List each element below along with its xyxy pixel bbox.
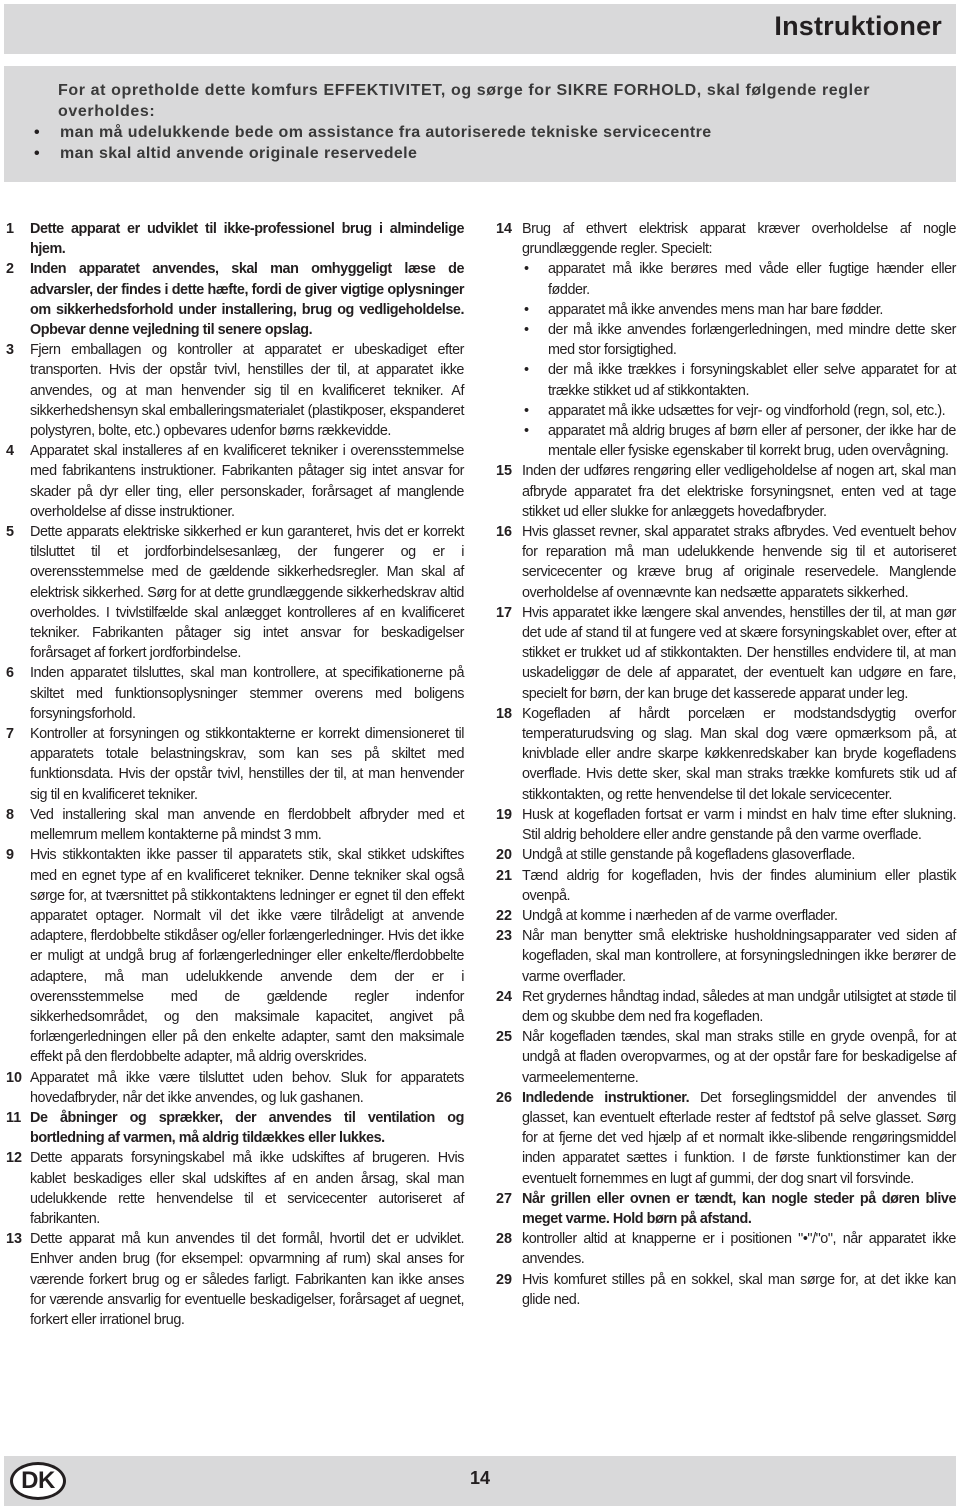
intro-text: For at opretholde dette komfurs EFFEKTIVITET, og sørge for SIKRE FORHOLD, skal følgende regler overholdes: xyxy=(58,82,871,120)
instruction-item-4 xyxy=(6,441,464,522)
item-text: Fjern emballagen og kontroller at apparatet er ubeskadiget efter transporten. Hvis der opstår tvivl, henstilles der til, at apparatet ikke anvendes, og at man henvender sig til en kvalificeret tekniker. Af sikkerhedshensyn skal emballeringsmaterialet (plastikposer, ekspanderet polystyren, bolte, etc.) opbevares udenfor børns rækkevidde. xyxy=(30,342,464,440)
instruction-item-18 xyxy=(496,704,956,805)
item-text: Ret grydernes håndtag indad, således at man undgår utilsigtet at støde til dem og skubbe dem ned fra kogefladen. xyxy=(522,988,956,1025)
item-text: Hvis glasset revner, skal apparatet straks afbrydes. Ved eventuelt behov for reparation må man udelukkende henvende sig til et autoriseret servicecenter og kræve brug af originale reservedele. Manglende overholdelse af ovennævnte kan nedsætte apparatets sikkerhed. xyxy=(522,524,956,601)
bullet-icon: • xyxy=(524,423,529,440)
item-number: 16 xyxy=(496,524,513,541)
page-number: 14 xyxy=(469,1468,491,1488)
item-text: Inden apparatet tilsluttes, skal man kontrollere, at specifikationerne på skiltet med funktionsoplysninger stemmer overens med boligens forsyningsforhold. xyxy=(30,665,464,722)
item-number: 20 xyxy=(496,847,513,864)
instruction-item-21 xyxy=(496,866,956,906)
instruction-item-12 xyxy=(6,1148,464,1229)
instruction-item-17 xyxy=(496,603,956,704)
instruction-item-27 xyxy=(496,1189,956,1229)
item-14-bullet: • der må ikke trækkes i forsyningskablet eller selve apparatet for at trække stikket ud af stikkontakten. xyxy=(524,362,956,399)
item-number: 14 xyxy=(496,221,513,237)
intro-bullet: • man skal altid anvende originale reservedele xyxy=(34,145,418,162)
item-bold-text: Når grillen eller ovnen er tændt, kan nogle steder på døren blive meget varme. Hold børn på afstand. xyxy=(522,1190,956,1227)
item-number: 12 xyxy=(6,1150,23,1167)
instruction-item-15 xyxy=(496,461,956,522)
item-number: 24 xyxy=(496,988,513,1005)
item-number: 17 xyxy=(496,604,513,621)
item-number: 22 xyxy=(496,907,513,924)
item-text: Hvis stikkontakten ikke passer til apparatets stik, skal stikket udskiftes med en egnet type af en kvalificeret tekniker. Denne tekniker skal også sørge for, at tværsnittet på stikkontaktens ledninger er egnet til den effekt apparatet optager. Normalt vil det ikke være tilrådeligt at anvende adaptere, flerdobbelte stikdåser og/eller forlængerledninger. Hvis det ikke er muligt at undgå brug af forlængerledninger eller enkelte/flerdobbelte adaptere, må man udelukkende anvende dem der er i overensstemmelse med de gældende regler indenfor sikkerhedsområdet, og den maksimale kapacitet, angivet på forlængerledningen eller på den enkelte adapter, samt den maksimale effekt på den flerdobbelte adapter, må aldrig overskrides. xyxy=(30,847,464,1066)
bullet-icon: • xyxy=(524,301,529,318)
instruction-item-8 xyxy=(6,805,464,845)
bullet-icon: • xyxy=(524,402,529,419)
item-number: 29 xyxy=(496,1271,513,1288)
item-text: Det forseglingsmiddel der anvendes til glasset, kan eventuelt efterlade rester af fedtstof på selve glasset. Sørg for at fjerne det ved hjælp af et normalt ikke-slibende rengøringsmiddel inden apparatet sættes i funktion. I de første funktionstimer kan der eventuelt fornemmes en lugt af gummi, der dog snart vil forsvinde. xyxy=(522,1089,956,1187)
item-number: 19 xyxy=(496,806,513,823)
item-text: Når man benytter små elektriske husholdningsapparater ved siden af kogefladen, skal man kontrollere, at forsyningsledningen ikke berører de varme overflader. xyxy=(522,928,956,985)
item-text: Ved installering skal man anvende en flerdobbelt afbryder med et mellemrum mellem kontakterne på mindst 3 mm. xyxy=(30,806,464,844)
item-number: 6 xyxy=(6,665,15,682)
item-text: Dette apparats elektriske sikkerhed er kun garanteret, hvis det er korrekt tilsluttet til et jordforbindelsesanlæg, der fungerer og er i overensstemmelse med de gældende sikkerhedsregler. Man skal af elektrisk sikkerhed. Sørg for at dette grundlæggende sikkerhedskrav altid overholdes. I tvivlstilfælde skal anlægget kontrolleres af en kvalificeret tekniker. Fabrikanten påtager sig intet ansvar for beskadigelser forårsaget af forkert jordforbindelse. xyxy=(30,524,464,662)
intro-bullet: • man må udelukkende bede om assistance fra autoriserede tekniske servicecentre xyxy=(34,124,712,141)
item-text: Undgå at komme i nærheden af de varme overflader. xyxy=(522,907,838,924)
bullet-icon: • xyxy=(524,362,529,379)
item-number: 26 xyxy=(496,1089,513,1106)
bullet-icon: • xyxy=(34,145,41,162)
item-bold-text: Inden apparatet anvendes, skal man omhyggeligt læse de advarsler, der findes i dette hæfte, fordi de giver vigtige oplysninger om sikkerhedsforhold under installering, brug og vedligeholdelse. Opbevar denne vejledning til senere opslag. xyxy=(30,261,464,339)
item-number: 25 xyxy=(496,1029,513,1046)
instruction-item-6 xyxy=(6,663,464,724)
item-number: 3 xyxy=(6,342,15,359)
item-number: 23 xyxy=(496,928,513,945)
intro-bullet-list xyxy=(34,122,932,164)
item-text: Apparatet skal installeres af en kvalificeret tekniker i overensstemmelse med fabrikantens instruktioner. Fabrikanten påtager sig intet ansvar for skader på dyr eller ting, eller personskader, forårsaget af manglende overholdelse af disse instruktioner. xyxy=(30,443,464,520)
item-number: 8 xyxy=(6,806,15,823)
instruction-item-3 xyxy=(6,340,464,441)
instruction-item-22 xyxy=(496,906,956,926)
instruction-item-14 xyxy=(496,219,956,461)
right-column xyxy=(496,219,956,1310)
instruction-item-23 xyxy=(496,926,956,987)
instruction-item-11 xyxy=(6,1108,464,1148)
page-title: Instruktioner xyxy=(774,11,942,41)
item-text: Hvis apparatet ikke længere skal anvendes, henstilles der til, at man gør det ude af stand til at fungere ved at skære forsyningskablet over, efter at stikket er trukket ud af stikkontakten. Der henstilles endvidere til, at man uskadeliggør de dele af apparatet, der eventuelt kan udgøre en fare, specielt for børn, der kan bruge det kasserede apparat under leg. xyxy=(522,604,956,702)
bullet-icon: • xyxy=(524,322,529,339)
instruction-item-19 xyxy=(496,805,956,845)
instruction-item-7 xyxy=(6,724,464,805)
item-text: Brug af ethvert elektrisk apparat kræver overholdelse af nogle grundlæggende regler. Specielt: xyxy=(522,221,956,258)
instruction-item-28 xyxy=(496,1229,956,1269)
instruction-item-5 xyxy=(6,522,464,663)
item-number: 4 xyxy=(6,443,15,460)
item-number: 5 xyxy=(6,524,15,541)
item-bold-text: De åbninger og sprækker, der anvendes til ventilation og bortledning af varmen, må aldrig tildækkes eller lukkes. xyxy=(30,1109,464,1147)
item-text: Undgå at stille genstande på kogefladens glasoverflade. xyxy=(522,847,855,864)
header-bar xyxy=(4,4,956,54)
language-badge: DK xyxy=(10,1462,66,1500)
left-column xyxy=(6,219,464,1330)
item-text: Hvis komfuret stilles på en sokkel, skal man sørge for, at det ikke kan glide ned. xyxy=(522,1271,956,1308)
item-14-bullet: • apparatet må ikke anvendes mens man har bare fødder. xyxy=(522,300,956,320)
item-14-bullet: • apparatet må ikke udsættes for vejr- og vindforhold (regn, sol, etc.). xyxy=(522,401,956,421)
item-number: 28 xyxy=(496,1231,513,1248)
item-text: kontroller altid at knapperne er i positionen "•"/"o", når apparatet ikke anvendes. xyxy=(522,1231,956,1268)
intro-box xyxy=(4,66,956,182)
item-14-bullet: • apparatet må ikke berøres med våde eller fugtige hænder eller fødder. xyxy=(524,261,956,298)
item-text: Apparatet må ikke være tilsluttet uden behov. Sluk for apparatets hovedafbryder, når det ikke anvendes, og luk gashanen. xyxy=(30,1069,464,1106)
item-bold-text: Indledende instruktioner. xyxy=(522,1089,690,1106)
instruction-item-2 xyxy=(6,259,464,340)
instruction-item-13 xyxy=(6,1229,464,1330)
item-14-bullet: • apparatet må aldrig bruges af børn eller af personer, der ikke har de mentale eller fysiske egenskaber til korrekt brug, uden overvågning. xyxy=(524,423,956,460)
item-number: 13 xyxy=(6,1231,23,1248)
item-number: 15 xyxy=(496,463,513,480)
item-number: 11 xyxy=(6,1109,22,1126)
instruction-item-16 xyxy=(496,522,956,603)
item-number: 10 xyxy=(6,1069,23,1086)
item-14-bullet-list xyxy=(522,259,956,461)
instruction-item-25 xyxy=(496,1027,956,1088)
bullet-icon: • xyxy=(34,124,41,141)
instruction-item-1 xyxy=(6,219,464,259)
item-number: 7 xyxy=(6,726,15,743)
item-number: 21 xyxy=(496,867,513,884)
item-text: Dette apparat må kun anvendes til det formål, hvortil det er udviklet. Enhver anden brug (for eksempel: opvarmning af rum) skal anses for værende forkert brug og er således farligt. Fabrikanten kan ikke anses for værende ansvarlig for eventuelle beskadigelser, forårsaget af uegnet, forkert eller irrationel brug. xyxy=(30,1231,464,1328)
item-text: Husk at kogefladen fortsat er varm i mindst en halv time efter slukning. Stil aldrig beholdere eller andre genstande på den varme overflade. xyxy=(522,806,956,844)
item-number: 2 xyxy=(6,261,15,278)
item-text: Dette apparats forsyningskabel må ikke udskiftes af brugeren. Hvis kablet beskadiges eller skal udskiftes af en anden årsag, skal man udelukkende rette henvendelse til et servicecenter autoriseret af fabrikanten. xyxy=(30,1150,464,1227)
item-text: Når kogefladen tændes, skal man straks stille en gryde ovenpå, for at undgå at fladen overopvarmes, og at der opstår fare for beskadigelse af varmeelementerne. xyxy=(522,1029,956,1086)
item-text: Inden der udføres rengøring eller vedligeholdelse af nogen art, skal man afbryde apparatet fra det elektriske forsyningsnet, enten ved at tage stikket ud eller slukke for anlæggets hovedafbryder. xyxy=(522,463,956,520)
footer-bar xyxy=(4,1456,956,1506)
instruction-item-20 xyxy=(496,845,956,865)
instruction-item-10 xyxy=(6,1068,464,1108)
instruction-item-24 xyxy=(496,987,956,1027)
item-number: 1 xyxy=(6,221,15,237)
instruction-item-29 xyxy=(496,1270,956,1310)
item-text: Kontroller at forsyningen og stikkontakterne er korrekt dimensioneret til apparatets totale belastningskrav, som kan ses på skiltet med funktionsdata. Hvis der opstår tvivl, henstilles der til, at man henvender sig til en kvalificeret tekniker. xyxy=(30,726,464,803)
item-number: 27 xyxy=(496,1190,513,1207)
item-text: Tænd aldrig for kogefladen, hvis der findes aluminium eller plastik ovenpå. xyxy=(522,867,956,904)
bullet-icon: • xyxy=(524,261,529,278)
item-number: 18 xyxy=(496,705,513,722)
item-14-bullet: • der må ikke anvendes forlængerledningen, med mindre dette sker med stor forsigtighed. xyxy=(524,322,956,359)
instruction-item-26 xyxy=(496,1088,956,1189)
right-items xyxy=(496,461,956,1310)
instruction-item-9 xyxy=(6,845,464,1067)
item-number: 9 xyxy=(6,847,15,864)
item-text: Kogefladen af hårdt porcelæn er modstandsdygtig overfor temperaturudsving og slag. Man skal dog være opmærksom på, at knivblade eller andre skarpe køkkenredskaber kan bryde kogefladens overflade. Hvis dette sker, skal man straks trække komfurets stik ud af stikkontakten, og rette henvendelse til det lokale servicecenter. xyxy=(522,705,956,803)
item-bold-text: Dette apparat er udviklet til ikke-professionel brug i almindelige hjem. xyxy=(30,221,464,258)
